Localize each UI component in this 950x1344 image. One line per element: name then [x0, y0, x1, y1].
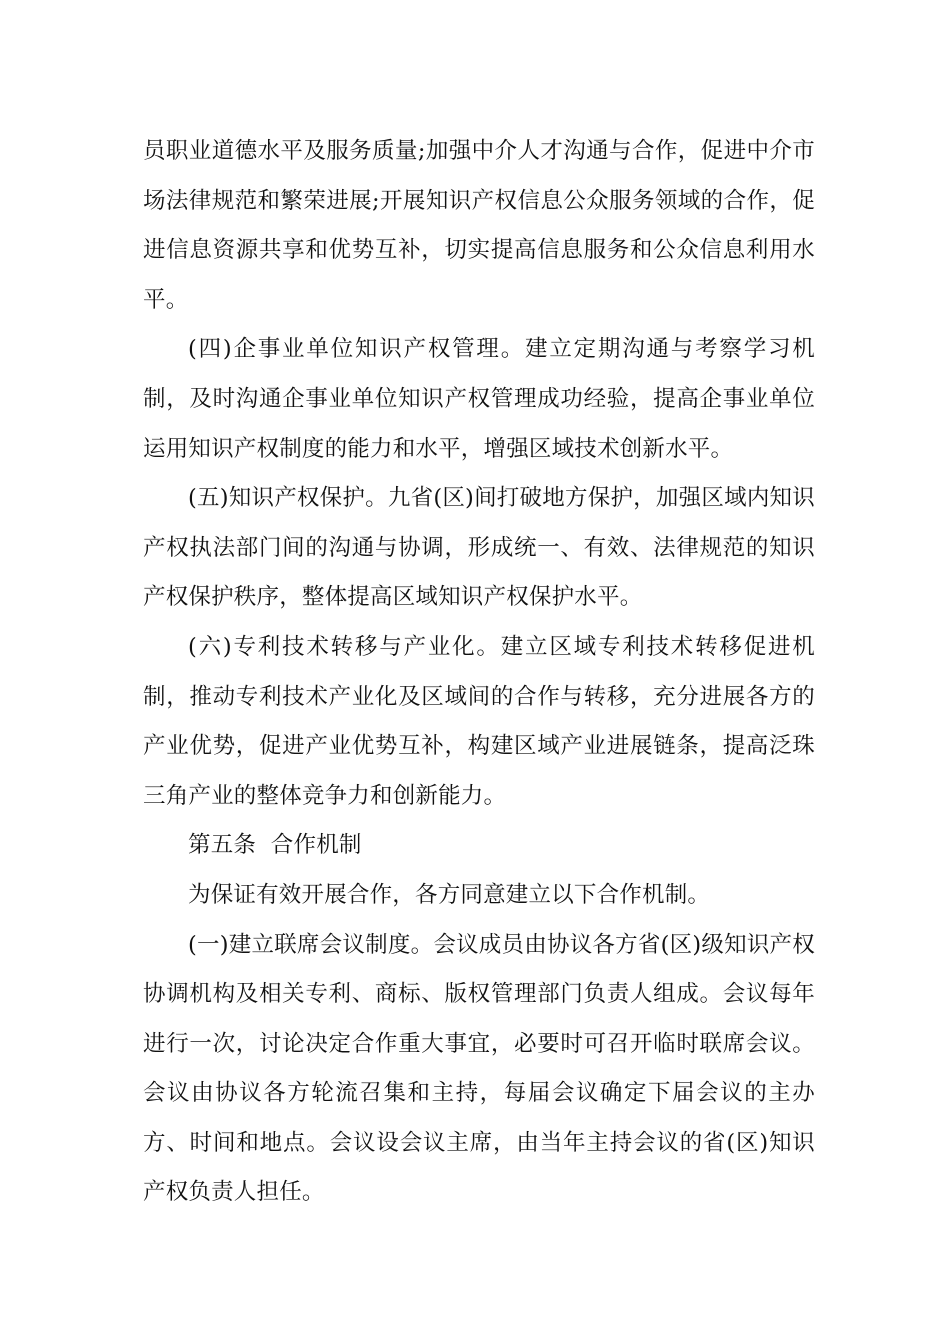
paragraph-4: (六)专利技术转移与产业化。建立区域专利技术转移促进机制，推动专利技术产业化及区域间的合作与转移，充分进展各方的产业优势，促进产业优势互补，构建区域产业进展链条，提高泛珠三角产业的整体竞争力和创新能力。 [143, 633, 815, 809]
document-body [143, 127, 815, 1218]
paragraph-2: (四)企事业单位知识产权管理。建立定期沟通与考察学习机制，及时沟通企事业单位知识产权管理成功经验，提高企事业单位运用知识产权制度的能力和水平，增强区域技术创新水平。 [143, 336, 815, 462]
paragraph-6: 为保证有效开展合作，各方同意建立以下合作机制。 [188, 881, 711, 908]
paragraph-1: 员职业道德水平及服务质量;加强中介人才沟通与合作，促进中介市场法律规范和繁荣进展;开展知识产权信息公众服务领域的合作，促进信息资源共享和优势互补，切实提高信息服务和公众信息利用水平。 [143, 138, 815, 313]
section-heading: 第五条 合作机制 [188, 832, 362, 859]
paragraph-3: (五)知识产权保护。九省(区)间打破地方保护，加强区域内知识产权执法部门间的沟通与协调，形成统一、有效、法律规范的知识产权保护秩序，整体提高区域知识产权保护水平。 [143, 485, 815, 611]
paragraph-7: (一)建立联席会议制度。会议成员由协议各方省(区)级知识产权协调机构及相关专利、商标、版权管理部门负责人组成。会议每年进行一次，讨论决定合作重大事宜，必要时可召开临时联席会议。会议由协议各方轮流召集和主持，每届会议确定下届会议的主办方、时间和地点。会议设会议主席，由当年主持会议的省(区)知识产权负责人担任。 [143, 931, 815, 1206]
